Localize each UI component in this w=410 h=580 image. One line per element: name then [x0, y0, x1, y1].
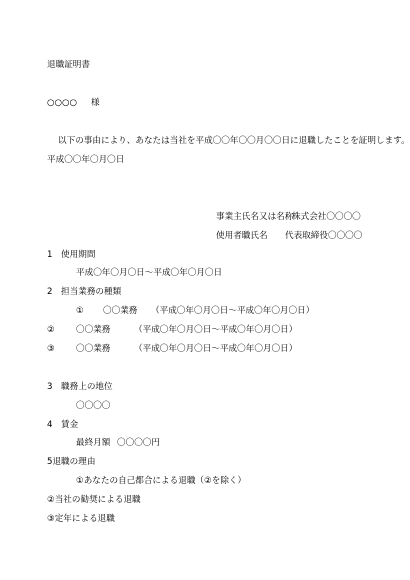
statement-text: 以下の事由により、あなたは当社を平成〇〇年〇〇月〇〇日に退職したことを証明します。: [58, 136, 410, 146]
duty-name: 〇〇業務: [76, 344, 111, 354]
addressee-honorific: 様: [91, 98, 100, 108]
position-value: 〇〇〇〇: [76, 401, 111, 411]
document-title: 退職証明書: [47, 60, 90, 70]
reason-heading: 5退職の理由: [47, 457, 96, 467]
duty-name: 〇〇業務: [103, 306, 138, 316]
position-heading: 3 職務上の地位: [47, 382, 113, 392]
signatory-value: 代表取締役〇〇〇〇: [285, 231, 363, 241]
duty-period: （平成〇年〇月〇日～平成〇年〇月〇日）: [134, 344, 298, 354]
wage-label: 最終月額: [76, 438, 111, 448]
wage-value: 〇〇〇〇円: [117, 438, 160, 448]
duty-marker: ②: [47, 325, 55, 335]
wage-heading: 4 賃金: [47, 420, 79, 430]
employment-period-heading: 1 使用期間: [47, 250, 96, 260]
signatory-label: 使用者職氏名: [216, 231, 268, 241]
duty-name: 〇〇業務: [76, 325, 111, 335]
employment-period-value: 平成〇年〇月〇日～平成〇年〇月〇日: [76, 268, 223, 278]
duty-period: （平成〇年〇月〇日～平成〇年〇月〇日）: [134, 325, 298, 335]
reason-item: ①あなたの自己都合による退職（②を除く）: [76, 476, 247, 486]
reason-item: ②当社の勧奨による退職: [47, 495, 141, 505]
duty-marker: ①: [76, 306, 84, 316]
reason-item: ③定年による退職: [47, 514, 115, 524]
employer-label: 事業主氏名又は名称: [216, 212, 294, 222]
employer-value: 株式会社〇〇〇〇: [292, 212, 361, 222]
duty-marker: ③: [47, 344, 55, 354]
issue-date: 平成〇〇年〇月〇日: [47, 155, 125, 165]
addressee-name: ○○○○: [47, 98, 77, 108]
duty-period: （平成〇年〇月〇日～平成〇年〇月〇日）: [151, 306, 315, 316]
duties-heading: 2 担当業務の種類: [47, 287, 122, 297]
